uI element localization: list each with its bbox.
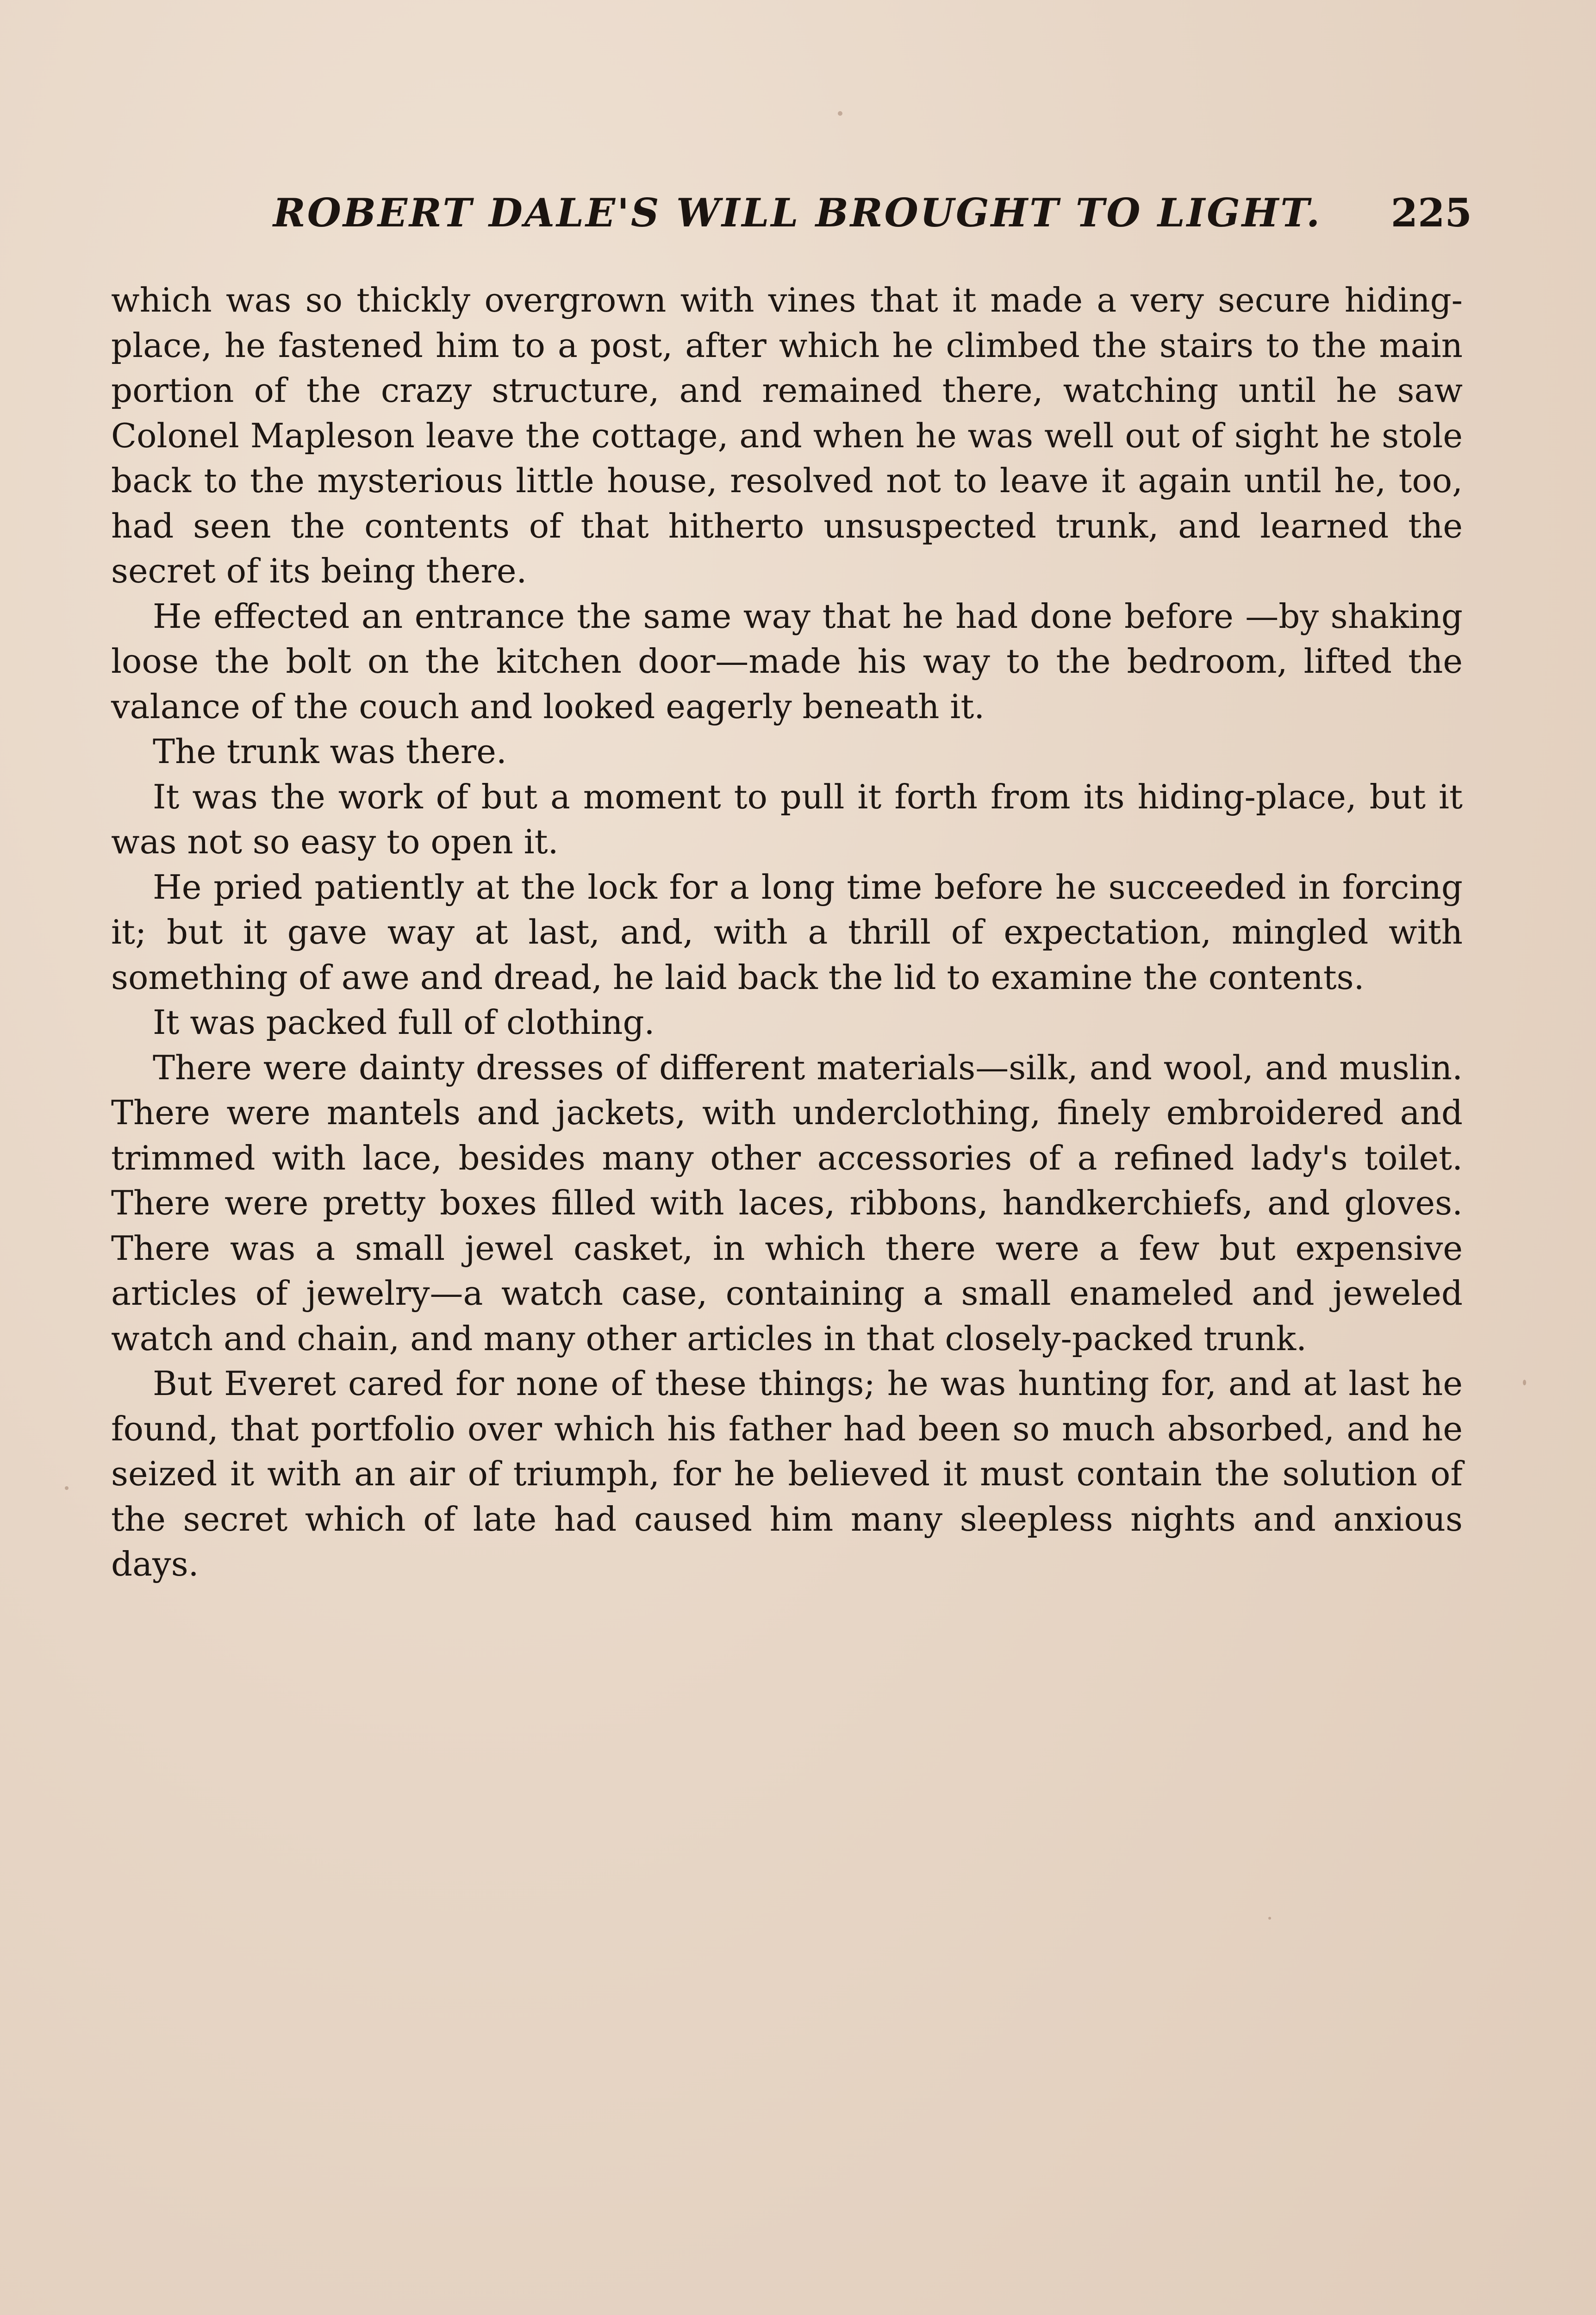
paragraph-3: The trunk was there.: [153, 732, 507, 771]
paragraph-1: which was so thickly overgrown with vines that it made a very secure hiding-place, he fastened him to a post, after which he climbed the stairs to the main portion of the crazy structure, and remained there, watching until he saw Colonel Mapleson leave the cottage, and when he was well out of sight he stole back to the mysterious little house, resolved not to leave it again until he, too, had seen the contents of that hitherto unsuspected trunk, and learned the secret of its being there.: [111, 281, 1463, 590]
paper-speck: [838, 111, 842, 116]
paragraph-7: There were dainty dresses of different materials—silk, and wool, and muslin. There were mantels and jackets, with underclothing, finely embroidered and trimmed with lace, besides many other accessories of a refined lady's toilet. There were pretty boxes filled with laces, ribbons, handkerchiefs, and gloves. There was a small jewel casket, in which there were a few but expensive articles of jewelry—a watch case, containing a small enameled and jeweled watch and chain, and many other articles in that closely-packed trunk.: [111, 1048, 1463, 1358]
paragraph-4: It was the work of but a moment to pull it forth from its hiding-place, but it was not so easy to open it.: [111, 777, 1463, 861]
paper-speck: [65, 1486, 69, 1490]
paragraph-6: It was packed full of clothing.: [153, 1003, 655, 1042]
running-title: ROBERT DALE'S WILL BROUGHT TO LIGHT.: [273, 190, 1322, 236]
paragraph-8: But Everet cared for none of these things; he was hunting for, and at last he found, that portfolio over which his father had been so much absorbed, and he seized it with an air of triumph, for he believed it must contain the solution of the secret which of late had caused him many sleepless nights and anxious days.: [111, 1364, 1463, 1583]
body-text: [111, 278, 1463, 1587]
paragraph-5: He pried patiently at the lock for a long time before he succeeded in forcing it; but it gave way at last, and, with a thrill of expectation, mingled with something of awe and dread, he laid back the lid to examine the contents.: [111, 867, 1463, 997]
paper-speck: [1523, 1380, 1526, 1385]
running-head: [273, 190, 1472, 250]
paragraph-2: He effected an entrance the same way that he had done before —by shaking loose the bolt on the kitchen door—made his way to the bedroom, lifted the valance of the couch and looked eagerly beneath it.: [111, 596, 1463, 726]
paper-speck: [1268, 1917, 1271, 1920]
page-number: 225: [1390, 190, 1472, 236]
